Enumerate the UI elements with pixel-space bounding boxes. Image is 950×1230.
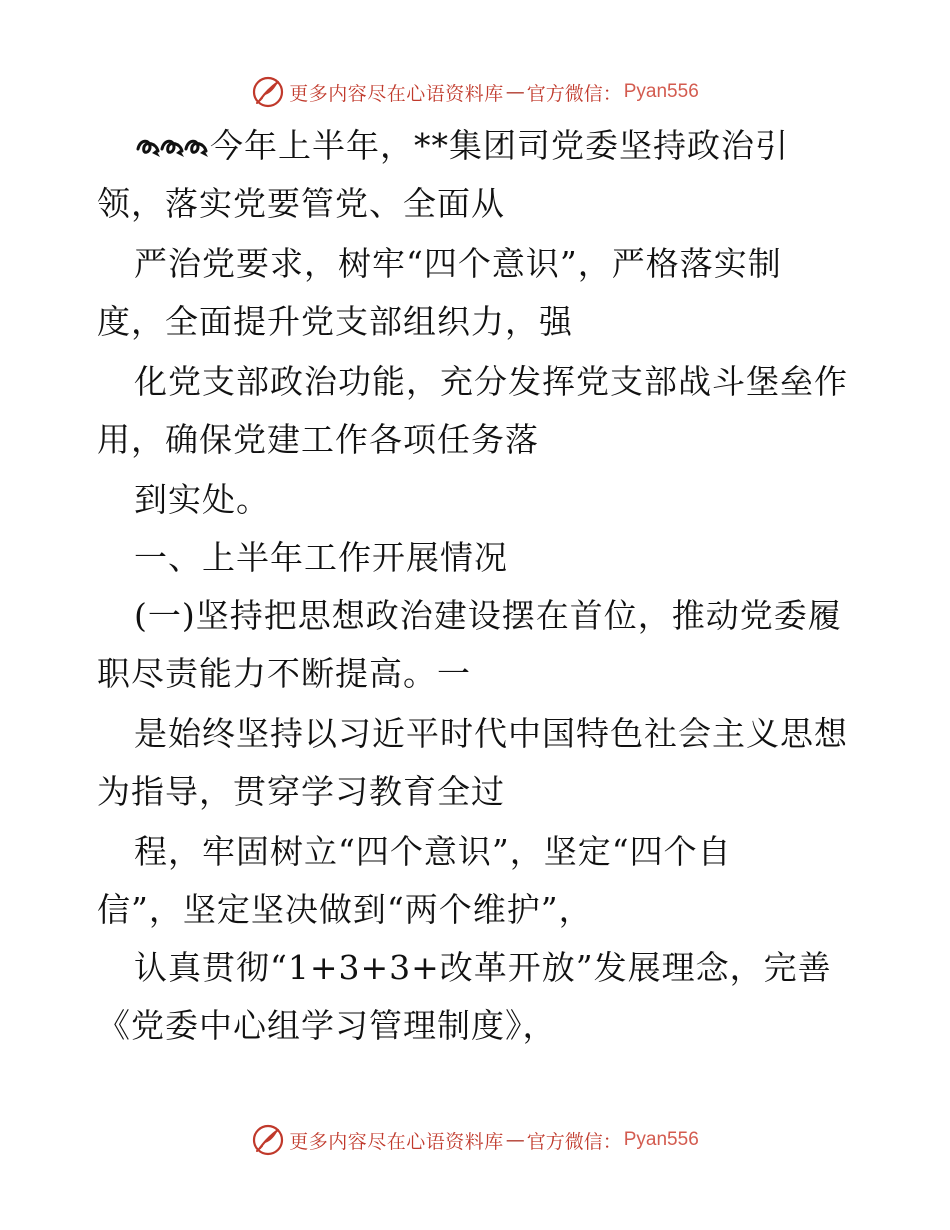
watermark-separator: —: [505, 1129, 525, 1151]
subsection-heading: (一)坚持把思想政治建设摆在首位，推动党委履: [134, 596, 842, 635]
header-watermark: [0, 72, 950, 112]
paragraph-line: 度，全面提升党支部组织力，强: [97, 302, 573, 341]
paragraph-line: 《党委中心组学习管理制度》，: [97, 1006, 557, 1045]
watermark-wechat-label: 官方微信：: [526, 1130, 622, 1153]
paragraph-line: 是始终坚持以习近平时代中国特色社会主义思想: [134, 714, 848, 753]
ornament-icon: [134, 131, 210, 161]
watermark-site-text: 更多内容尽在心语资料库: [289, 1130, 504, 1153]
watermark-separator: —: [505, 81, 525, 103]
paragraph-line: 严治党要求，树牢“四个意识”，严格落实制: [134, 244, 782, 283]
paragraph-line: 化党支部政治功能，充分发挥党支部战斗堡垒作: [134, 362, 848, 401]
paragraph-text: 今年上半年，**集团司党委坚持政治引: [210, 126, 789, 165]
paragraph-line: [134, 126, 789, 166]
feather-logo-icon: [251, 75, 285, 109]
section-heading: 一、上半年工作开展情况: [134, 538, 508, 577]
feather-logo-icon: [251, 1123, 285, 1157]
paragraph-line: 领，落实党要管党、全面从: [97, 184, 505, 223]
paragraph-line: 信”，坚定坚决做到“两个维护”，: [97, 890, 593, 929]
watermark-site-text: 更多内容尽在心语资料库: [289, 82, 504, 105]
watermark-wechat-id: Pyan556: [623, 1129, 699, 1150]
paragraph-line: 程，牢固树立“四个意识”，坚定“四个自: [134, 832, 732, 871]
paragraph-line: 到实处。: [134, 480, 270, 519]
paragraph-line: 用，确保党建工作各项任务落: [97, 420, 539, 459]
footer-watermark: [0, 1120, 950, 1160]
paragraph-line: 职尽责能力不断提高。一: [97, 654, 471, 693]
paragraph-line: 认真贯彻“1+3+3+改革开放”发展理念，完善: [134, 948, 832, 987]
watermark-wechat-label: 官方微信：: [526, 82, 622, 105]
watermark-wechat-id: Pyan556: [623, 81, 699, 102]
paragraph-line: 为指导，贯穿学习教育全过: [97, 772, 505, 811]
